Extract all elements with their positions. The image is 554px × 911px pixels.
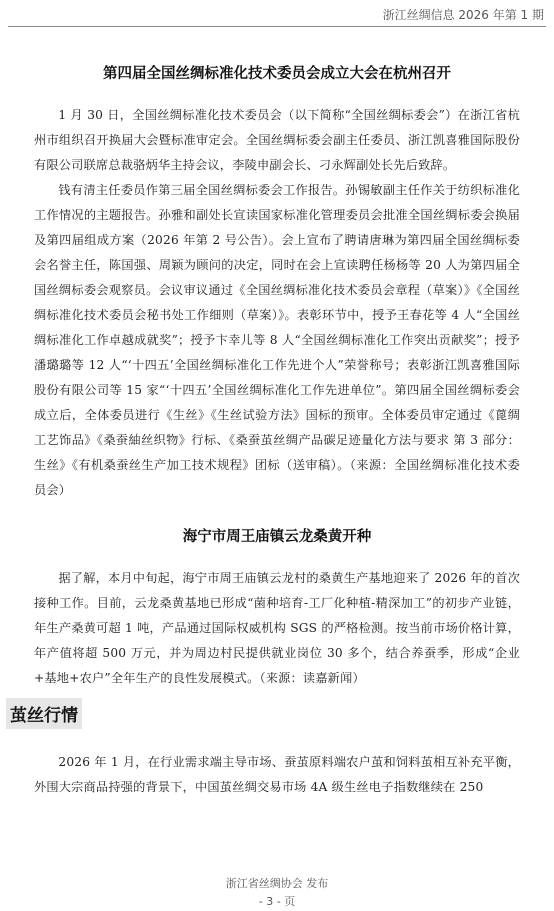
main-content: [34, 62, 520, 691]
page-number: - 3 - 页: [258, 895, 296, 908]
article-title: 海宁市周王庙镇云龙桑黄开种: [182, 529, 372, 545]
section-paragraph: 2026 年 1 月，在行业需求端主导市场、蚕茧原料端农户茧和饲料茧相互补充平衡，外围大宗商品持强的背景下，中国茧丝绸交易市场 4A 级生丝电子指数继续在 250: [34, 755, 520, 794]
article-paragraph: 据了解，本月中旬起，海宁市周王庙镇云龙村的桑黄生产基地迎来了 2026 年的首次接种工作。目前，云龙桑黄基地已形成“菌种培育-工厂化种植-精深加工”的初步产业链，年生产桑黄可超 1 吨，产品通过国际权威机构 SGS 的严格检测。按当前市场价格计算，年产值将超 500 万元，并为周边村民提供就业岗位 30 多个，结合养蚕季，形成“企业+基地+农户”全年生产的良性发展模式。（来源：读嘉新闻）: [34, 571, 520, 685]
running-head: 浙江丝绸信息 2026 年第 1 期: [382, 8, 544, 22]
section-heading: 茧丝行情: [6, 698, 82, 729]
article-title: 第四届全国丝绸标准化技术委员会成立大会在杭州召开: [103, 66, 451, 82]
section-content: [34, 750, 520, 800]
article-paragraph: 钱有清主任委员作第三届全国丝绸标委会工作报告。孙锡敏副主任作关于纺织标准化工作情况的主题报告。孙雅和副处长宣读国家标准化管理委员会批准全国丝绸标委会换届及第四届组成方案（2026 年第 2 号公告）。会上宣布了聘请唐琳为第四届全国丝绸标委会名誉主任，陈国强、周颖为顾问的决定，同时在会上宣读聘任杨杨等 20 人为第四届全国丝绸标委会观察员。会议审议通过《全国丝绸标准化技术委员会章程（草案）》《全国丝绸标准化技术委员会秘书处工作细则（草案）》。表彰环节中，授予王春花等 4 人“全国丝绸标准化工作卓越成就奖”；授予卞幸儿等 8 人“全国丝绸标准化工作突出贡献奖”；授予潘璐璐等 12 人“‘十四五’全国丝绸标准化工作先进个人”荣誉称号；表彰浙江凯喜雅国际股份有限公司等 15 家“‘十四五’全国丝绸标准化工作先进单位”。第四届全国丝绸标委会成立后，全体委员进行《生丝》《生丝试验方法》国标的预审。全体委员审定通过《蓖绸工艺饰品》《桑蚕紬丝织物》行标、《桑蚕茧丝绸产品碳足迹量化方法与要求 第 3 部分：生丝》《有机桑蚕丝生产加工技术规程》团标（送审稿）。（来源：全国丝绸标准化技术委员会）: [34, 183, 520, 497]
header-rule: [8, 26, 546, 27]
footer-publisher: 浙江省丝绸协会 发布: [225, 877, 329, 890]
article-paragraph: 1 月 30 日，全国丝绸标准化技术委员会（以下简称“全国丝绸标委会”）在浙江省杭州市组织召开换届大会暨标准审定会。全国丝绸标委会副主任委员、浙江凯喜雅国际股份有限公司联席总裁骆炳华主持会议，李陵申副会长、刁永辉副处长先后致辞。: [34, 108, 520, 172]
